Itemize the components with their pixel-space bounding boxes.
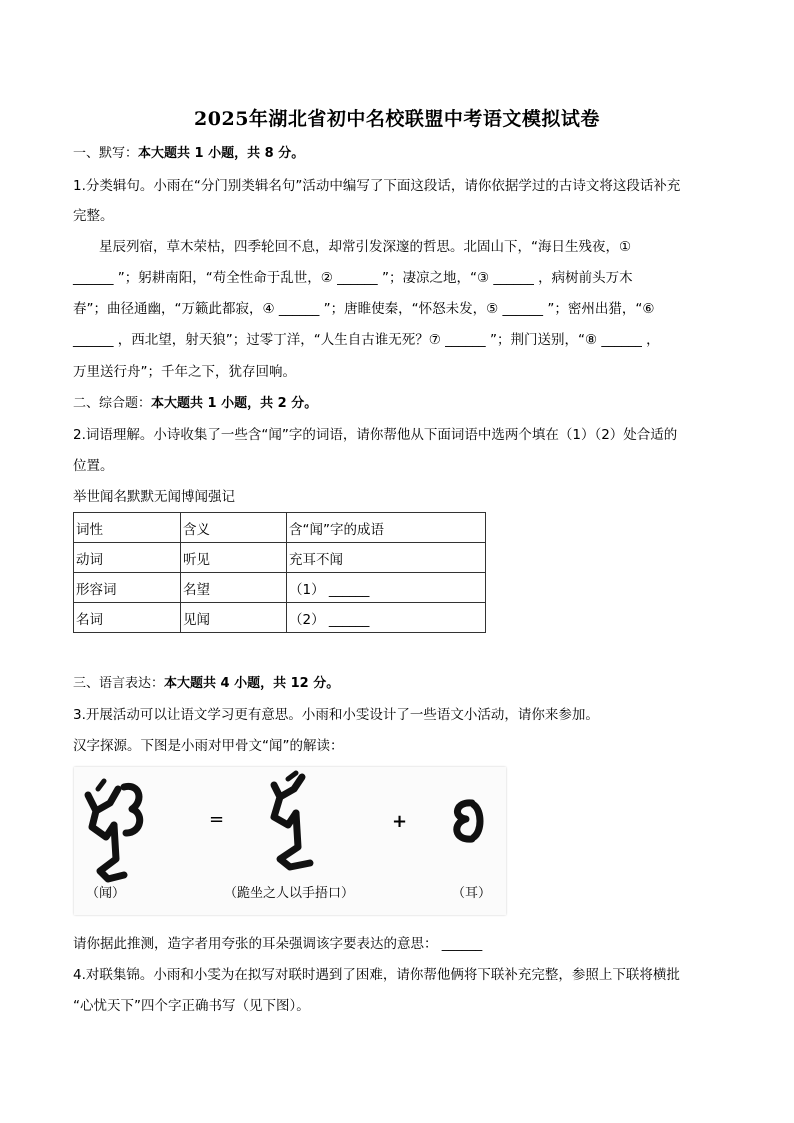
- table-header-cell: 含义: [181, 513, 287, 543]
- caption-wen: （闻）: [86, 886, 126, 901]
- caption-ear: （耳）: [452, 886, 492, 901]
- section-2-label: 二、综合题：: [73, 396, 152, 411]
- section-3-desc: 本大题共 4 小题，共 12 分。: [164, 676, 340, 691]
- q1-passage-line-5: 万里送行舟”；千年之下，犹存回响。: [73, 364, 296, 380]
- table-cell: 见闻: [181, 603, 287, 633]
- section-2-desc: 本大题共 1 小题，共 2 分。: [151, 396, 318, 411]
- q1-passage-line-4: ______ ，西北望，射天狼”；过零丁洋，“人生自古谁无死？⑦ ______ ”；荆门送别，“⑧ ______ ，: [73, 332, 660, 348]
- equals-sign: =: [209, 809, 225, 830]
- q2-text-line-2: 位置。: [73, 458, 114, 474]
- table-cell: 听见: [181, 543, 287, 573]
- oracle-glyph-wen: [88, 781, 140, 879]
- section-3-label: 三、语言表达：: [73, 676, 165, 691]
- table-header-cell: 含“闻”字的成语: [287, 513, 486, 543]
- q3-text-line-1: 3.开展活动可以让语文学习更有意思。小雨和小雯设计了一些语文小活动，请你来参加。: [73, 707, 599, 723]
- table-header-cell: 词性: [74, 513, 181, 543]
- table-header-row: [74, 513, 486, 543]
- q2-word-list: 举世闻名默默无闻博闻强记: [73, 489, 235, 505]
- plus-sign: +: [392, 811, 408, 832]
- table-cell: 动词: [74, 543, 181, 573]
- section-2-heading: [73, 394, 317, 414]
- q1-passage-line-1: 星辰列宿，草木荣枯，四季轮回不息，却常引发深邃的哲思。北固山下，“海日生残夜，①: [99, 239, 632, 255]
- section-1-heading: [73, 144, 304, 164]
- section-1-desc: 本大题共 1 小题，共 8 分。: [138, 146, 305, 161]
- q3-answer-prompt: 请你据此推测，造字者用夸张的耳朵强调该字要表达的意思： ______: [73, 936, 483, 952]
- q1-text-line-2: 完整。: [73, 208, 114, 224]
- table-cell: 名望: [181, 573, 287, 603]
- table-cell: 名词: [74, 603, 181, 633]
- section-3-heading: [73, 674, 339, 694]
- oracle-glyph-ear: [457, 803, 480, 839]
- table-row: [74, 603, 486, 633]
- oracle-glyph-kneeling-person: [274, 773, 310, 867]
- q3-text-line-2: 汉字探源。下图是小雨对甲骨文“闻”的解读：: [73, 738, 344, 754]
- table-cell: 充耳不闻: [287, 543, 486, 573]
- table-row: [74, 573, 486, 603]
- q1-text-line-1: 1.分类辑句。小雨在“分门别类辑名句”活动中编写了下面这段话，请你依据学过的古诗文将这段话补充: [73, 178, 681, 194]
- exam-title: 2025年湖北省初中名校联盟中考语文模拟试卷: [194, 108, 600, 130]
- table-row: [74, 543, 486, 573]
- oracle-bone-glyphs: [74, 767, 506, 915]
- q1-passage-line-2: ______ ”；躬耕南阳，“苟全性命于乱世，② ______ ”；凄凉之地，“③ ______ ，病树前头万木: [73, 270, 633, 286]
- answer-blank-cell[interactable]: （2） ______: [287, 603, 486, 633]
- q4-text-line-2: “心忧天下”四个字正确书写（见下图）。: [73, 998, 310, 1014]
- table-cell: 形容词: [74, 573, 181, 603]
- caption-kneeling-person: （跪坐之人以手捂口）: [224, 886, 355, 901]
- oracle-bone-figure: [74, 767, 506, 915]
- section-1-label: 一、默写：: [73, 146, 139, 161]
- q4-text-line-1: 4.对联集锦。小雨和小雯为在拟写对联时遇到了困难，请你帮他俩将下联补充完整，参照上下联将横批: [73, 967, 680, 983]
- vocab-table: [73, 512, 486, 633]
- q2-text-line-1: 2.词语理解。小诗收集了一些含“闻”字的词语，请你帮他从下面词语中选两个填在（1）（2）处合适的: [73, 427, 678, 443]
- q1-passage-line-3: 春”；曲径通幽，“万籁此都寂，④ ______ ”；唐睢使秦，“怀怒未发，⑤ ______ ”；密州出猎，“⑥: [73, 301, 655, 317]
- answer-blank-cell[interactable]: （1） ______: [287, 573, 486, 603]
